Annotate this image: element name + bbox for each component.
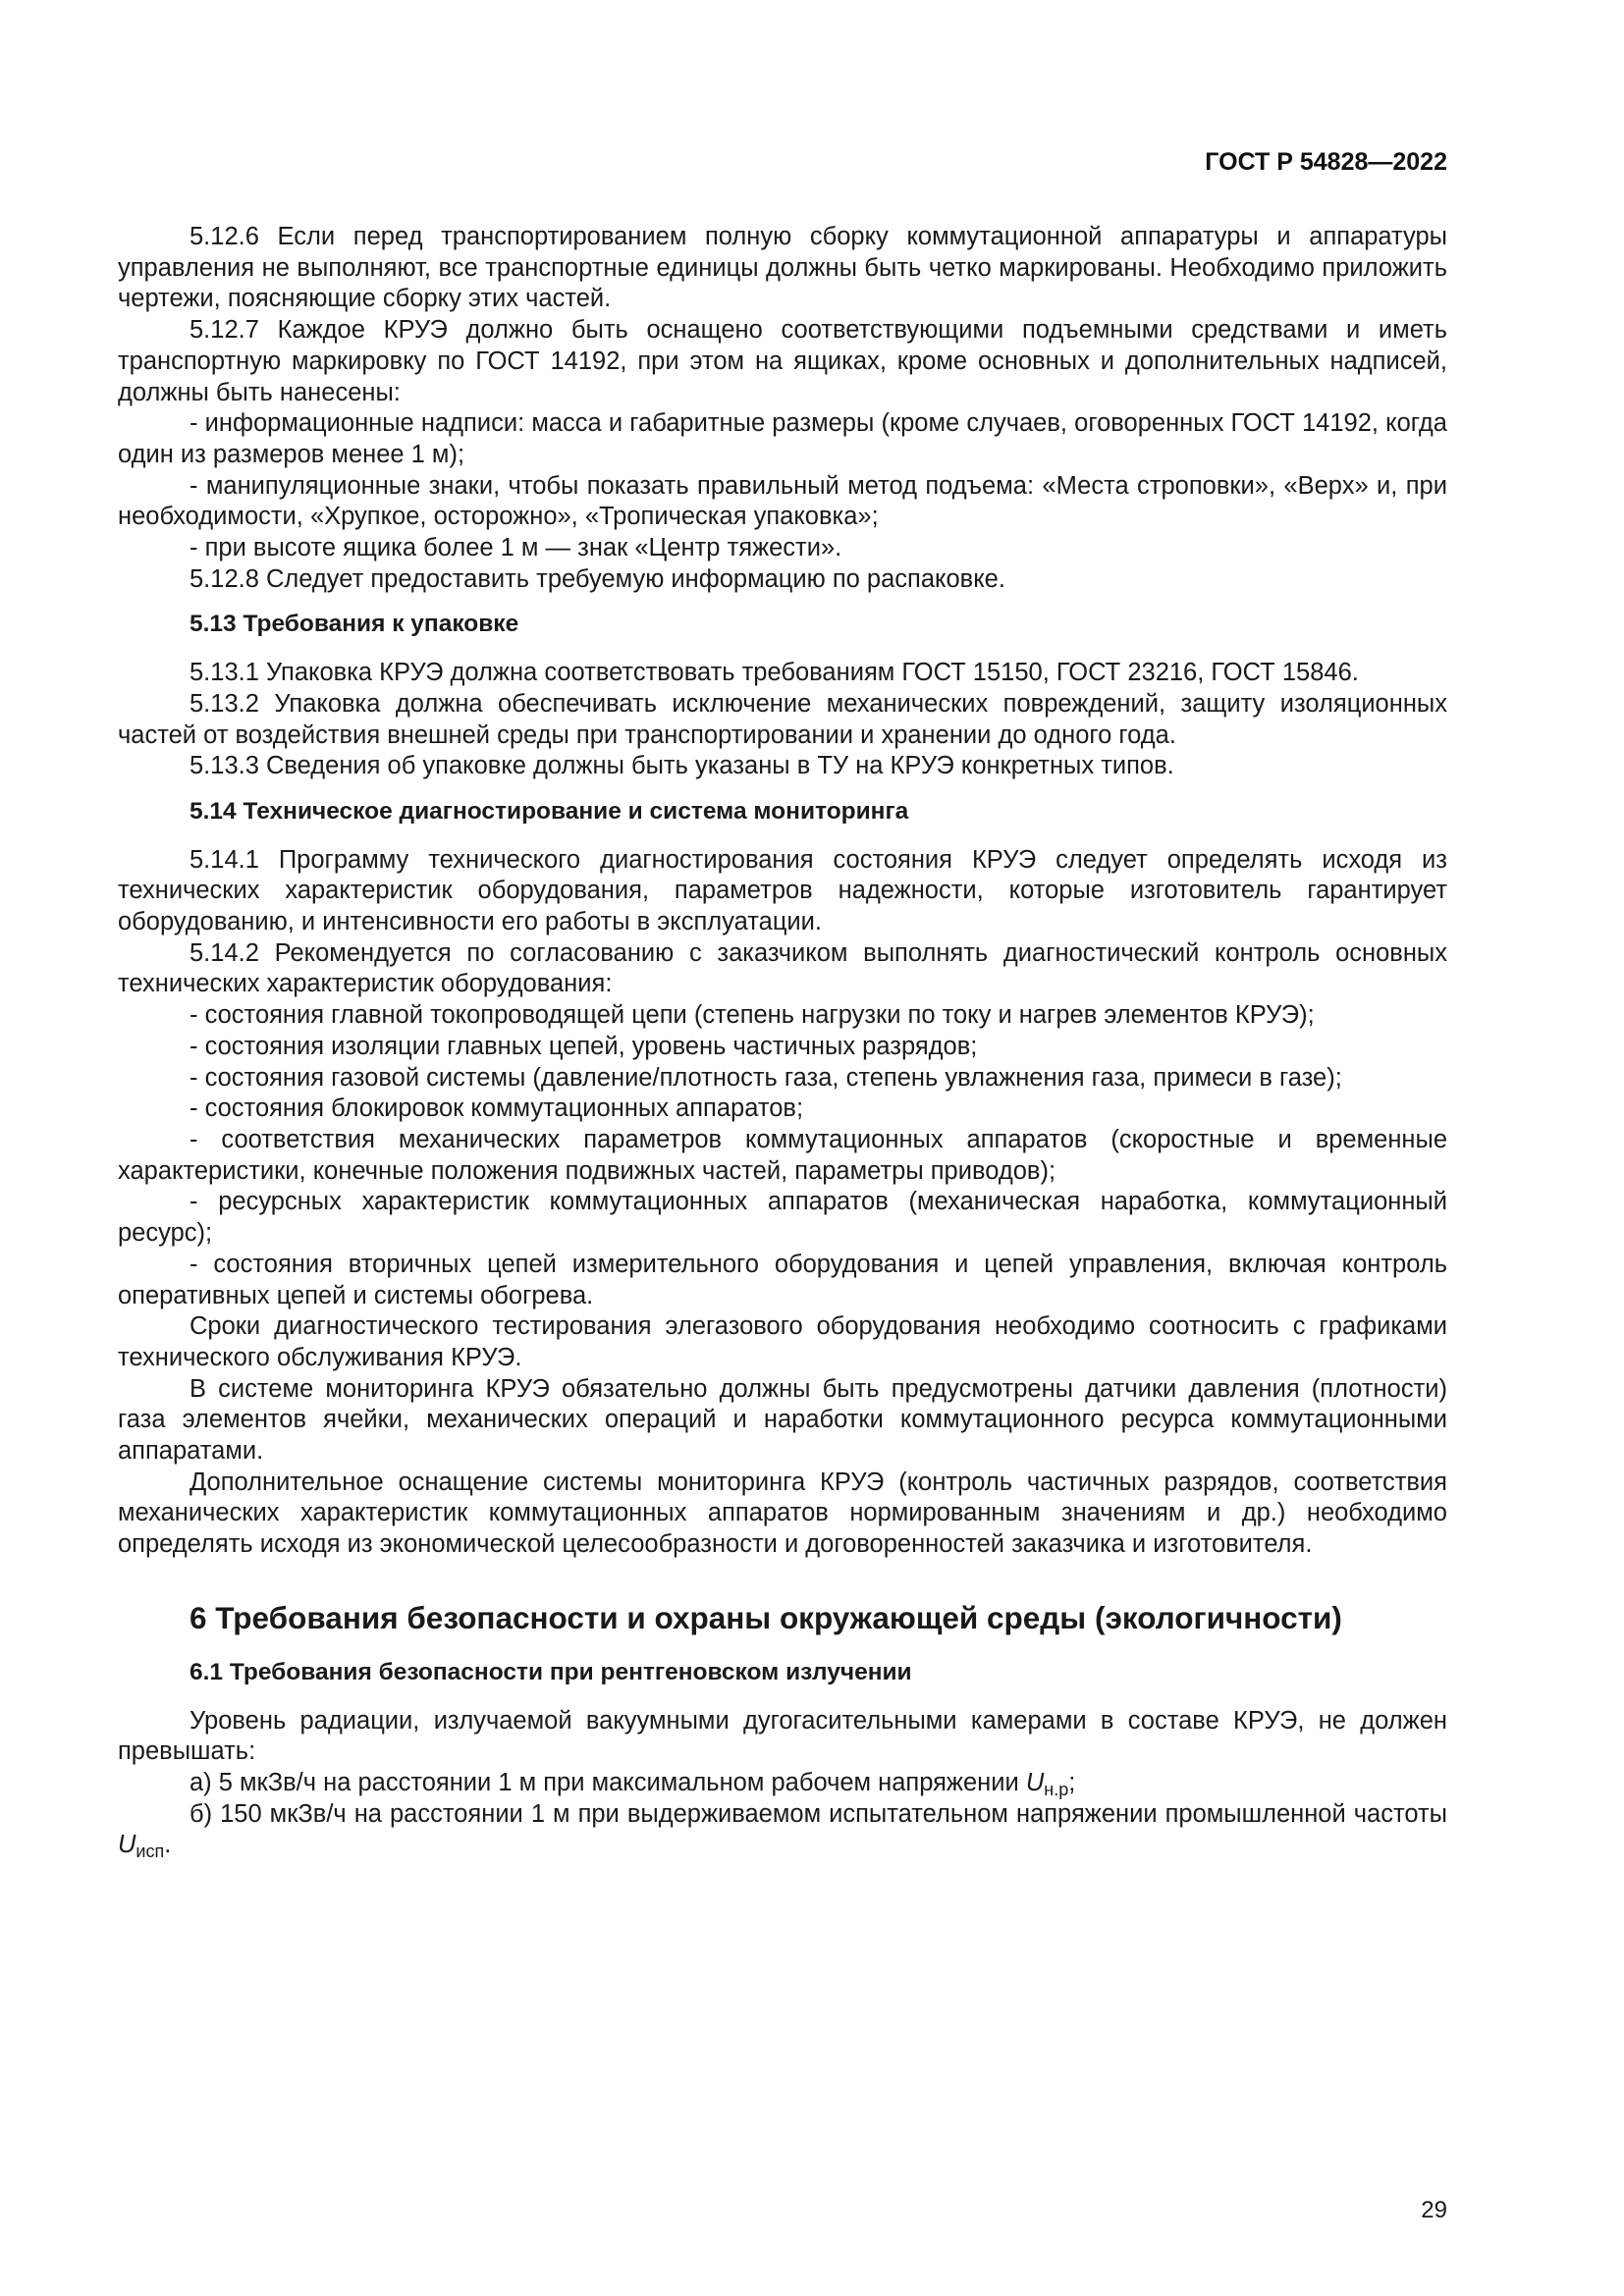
clause-6-1-a-end: ; bbox=[1068, 1768, 1076, 1796]
page-number: 29 bbox=[1421, 2197, 1447, 2223]
list-item: - состояния газовой системы (давление/плотность газа, степень увлажнения газа, примеси в газе); bbox=[189, 1063, 1342, 1092]
list-item: - при высоте ящика более 1 м — знак «Центр тяжести». bbox=[189, 534, 842, 562]
list-item: - ресурсных характеристик коммутационных аппаратов (механическая наработка, коммутационный ресурс); bbox=[118, 1188, 1447, 1248]
list-item: - состояния блокировок коммутационных аппаратов; bbox=[189, 1095, 804, 1123]
paragraph: Сроки диагностического тестирования элегазового оборудования необходимо соотносить с графиками технического обслуживания КРУЭ. bbox=[118, 1312, 1447, 1371]
clause-5-14-2: 5.14.2 Рекомендуется по согласованию с заказчиком выполнять диагностический контроль основных технических характеристик оборудования: bbox=[118, 938, 1447, 998]
list-item: - состояния изоляции главных цепей, уровень частичных разрядов; bbox=[189, 1032, 978, 1060]
section-heading-6-1: 6.1 Требования безопасности при рентгеновском излучении bbox=[189, 1658, 912, 1685]
clause-5-13-3: 5.13.3 Сведения об упаковке должны быть указаны в ТУ на КРУЭ конкретных типов. bbox=[189, 752, 1174, 780]
clause-6-1-b-text: б) 150 мкЗв/ч на расстоянии 1 м при выдерживаемом испытательном напряжении промышленной частоты bbox=[189, 1799, 1447, 1828]
clause-5-13-1: 5.13.1 Упаковка КРУЭ должна соответствовать требованиям ГОСТ 15150, ГОСТ 23216, ГОСТ 15846. bbox=[189, 659, 1359, 687]
clause-5-14-1: 5.14.1 Программу технического диагностирования состояния КРУЭ следует определять исходя из технических характеристик оборудования, параметров надежности, которые изготовитель гарантирует оборудованию, и интенсивности его работы в эксплуатации. bbox=[118, 845, 1447, 936]
list-item: - манипуляционные знаки, чтобы показать правильный метод подъема: «Места строповки», «Верх» и, при необходимости, «Хрупкое, осторожно», «Тропическая упаковка»; bbox=[118, 471, 1447, 531]
page-content bbox=[118, 222, 1447, 1861]
standard-header: ГОСТ Р 54828—2022 bbox=[1205, 148, 1447, 176]
section-heading-6: 6 Требования безопасности и охраны окружающей среды (экологичности) bbox=[189, 1599, 1342, 1635]
list-item: - соответствия механических параметров коммутационных аппаратов (скоростные и временные характеристики, конечные положения подвижных частей, параметры приводов); bbox=[118, 1125, 1447, 1185]
paragraph: В системе мониторинга КРУЭ обязательно должны быть предусмотрены датчики давления (плотности) газа элементов ячейки, механических операций и наработки коммутационного ресурса коммутационными аппаратами. bbox=[118, 1374, 1447, 1466]
clause-6-1-a bbox=[118, 1768, 1447, 1799]
list-item: - информационные надписи: масса и габаритные размеры (кроме случаев, оговоренных ГОСТ 14192, когда один из размеров менее 1 м); bbox=[118, 409, 1447, 468]
clause-6-1-b-end: . bbox=[164, 1831, 172, 1859]
clause-5-12-6: 5.12.6 Если перед транспортированием полную сборку коммутационной аппаратуры и аппаратуры управления не выполняют, все транспортные единицы должны быть четко маркированы. Необходимо приложить чертежи, поясняющие сборку этих частей. bbox=[118, 223, 1447, 313]
clause-5-12-8: 5.12.8 Следует предоставить требуемую информацию по распаковке. bbox=[189, 564, 1005, 593]
list-item: - состояния главной токопроводящей цепи (степень нагрузки по току и нагрев элементов КРУЭ); bbox=[189, 1001, 1315, 1030]
clause-6-1-a-text: а) 5 мкЗв/ч на расстоянии 1 м при максимальном рабочем напряжении bbox=[189, 1768, 1026, 1796]
voltage-subscript: н.р bbox=[1044, 1779, 1069, 1799]
paragraph: Дополнительное оснащение системы мониторинга КРУЭ (контроль частичных разрядов, соответствия механических характеристик коммутационных аппаратов нормированным значениям и др.) необходимо определять исходя из экономической целесообразности и договоренностей заказчика и изготовителя. bbox=[118, 1468, 1447, 1559]
clause-5-13-2: 5.13.2 Упаковка должна обеспечивать исключение механических повреждений, защиту изоляционных частей от воздействия внешней среды при транспортировании и хранении до одного года. bbox=[118, 689, 1447, 749]
section-heading-5-14: 5.14 Техническое диагностирование и система мониторинга bbox=[189, 797, 909, 825]
voltage-subscript: исп bbox=[135, 1842, 165, 1862]
clause-6-1-intro: Уровень радиации, излучаемой вакуумными дугогасительными камерами в составе КРУЭ, не должен превышать: bbox=[118, 1706, 1447, 1766]
clause-5-12-7: 5.12.7 Каждое КРУЭ должно быть оснащено соответствующими подъемными средствами и иметь транспортную маркировку по ГОСТ 14192, при этом на ящиках, кроме основных и дополнительных надписей, должны быть нанесены: bbox=[118, 316, 1447, 406]
voltage-symbol: U bbox=[1025, 1768, 1045, 1796]
clause-6-1-b bbox=[118, 1799, 1447, 1861]
voltage-symbol: U bbox=[118, 1831, 136, 1859]
list-item: - состояния вторичных цепей измерительного оборудования и цепей управления, включая контроль оперативных цепей и системы обогрева. bbox=[118, 1250, 1447, 1309]
section-heading-5-13: 5.13 Требования к упаковке bbox=[189, 611, 519, 638]
